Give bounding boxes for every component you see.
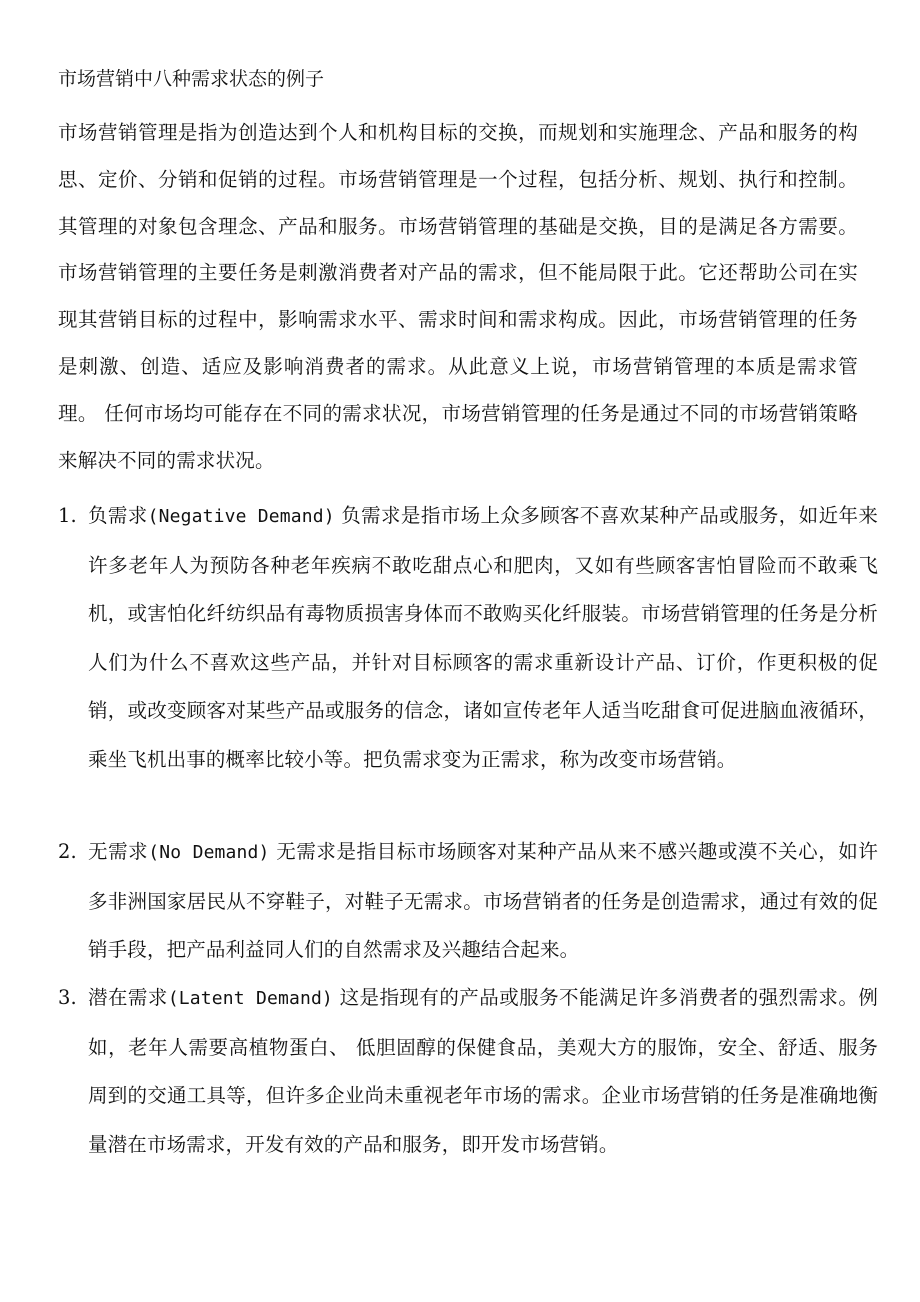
list-item xyxy=(58,492,878,784)
list-item-english: (Latent Demand) xyxy=(167,988,333,1009)
list-item-english: (Negative Demand) xyxy=(147,506,335,527)
list-item-body xyxy=(88,828,878,975)
list-item xyxy=(58,974,878,1169)
list-item-term: 潜在需求 xyxy=(88,986,168,1009)
list-item-term: 负需求 xyxy=(88,504,148,527)
list-item-body xyxy=(88,492,878,784)
list-item-term: 无需求 xyxy=(88,840,149,863)
document-title: 市场营销中八种需求状态的例子 xyxy=(58,68,325,90)
list-item-body xyxy=(88,974,878,1169)
list-item-english: (No Demand) xyxy=(148,842,270,863)
list-item-text: 这是指现有的产品或服务不能满足许多消费者的强烈需求。例如，老年人需要高植物蛋白、 低胆固醇的保健食品，美观大方的服饰，安全、舒适、服务周到的交通工具等，但许多企业尚未重视老年市场的需求。企业市场营销的任务是准确地衡量潜在市场需求，开发有效的产品和服务，即开发市场营销。 xyxy=(88,986,878,1156)
list-item-text: 负需求是指市场上众多顾客不喜欢某种产品或服务，如近年来许多老年人为预防各种老年疾病不敢吃甜点心和肥肉，又如有些顾客害怕冒险而不敢乘飞机，或害怕化纤纺织品有毒物质损害身体而不敢购买化纤服装。市场营销管理的任务是分析人们为什么不喜欢这些产品，并针对目标顾客的需求重新设计产品、订价，作更积极的促销，或改变顾客对某些产品或服务的信念，诸如宣传老年人适当吃甜食可促进脑血液循环，乘坐飞机出事的概率比较小等。把负需求变为正需求，称为改变市场营销。 xyxy=(88,504,878,771)
list-item xyxy=(58,828,878,975)
intro-paragraph: 市场营销管理是指为创造达到个人和机构目标的交换，而规划和实施理念、产品和服务的构思、定价、分销和促销的过程。市场营销管理是一个过程，包括分析、规划、执行和控制。其管理的对象包含理念、产品和服务。市场营销管理的基础是交换，目的是满足各方需要。 市场营销管理的主要任务是刺激消费者对产品的需求，但不能局限于此。它还帮助公司在实现其营销目标的过程中，影响需求水平、需求时间和需求构成。因此，市场营销管理的任务是刺激、创造、适应及影响消费者的需求。从此意义上说，市场营销管理的本质是需求管理。 任何市场均可能存在不同的需求状况，市场营销管理的任务是通过不同的市场营销策略来解决不同的需求状况。 xyxy=(58,121,858,472)
list-item-text: 无需求是指目标市场顾客对某种产品从来不感兴趣或漠不关心，如许多非洲国家居民从不穿鞋子，对鞋子无需求。市场营销者的任务是创造需求，通过有效的促销手段，把产品利益同人们的自然需求及兴趣结合起来。 xyxy=(88,840,878,961)
list-item-number: 1. xyxy=(58,504,77,527)
list-item-number: 3. xyxy=(58,986,77,1009)
list-item-number: 2. xyxy=(58,840,77,863)
